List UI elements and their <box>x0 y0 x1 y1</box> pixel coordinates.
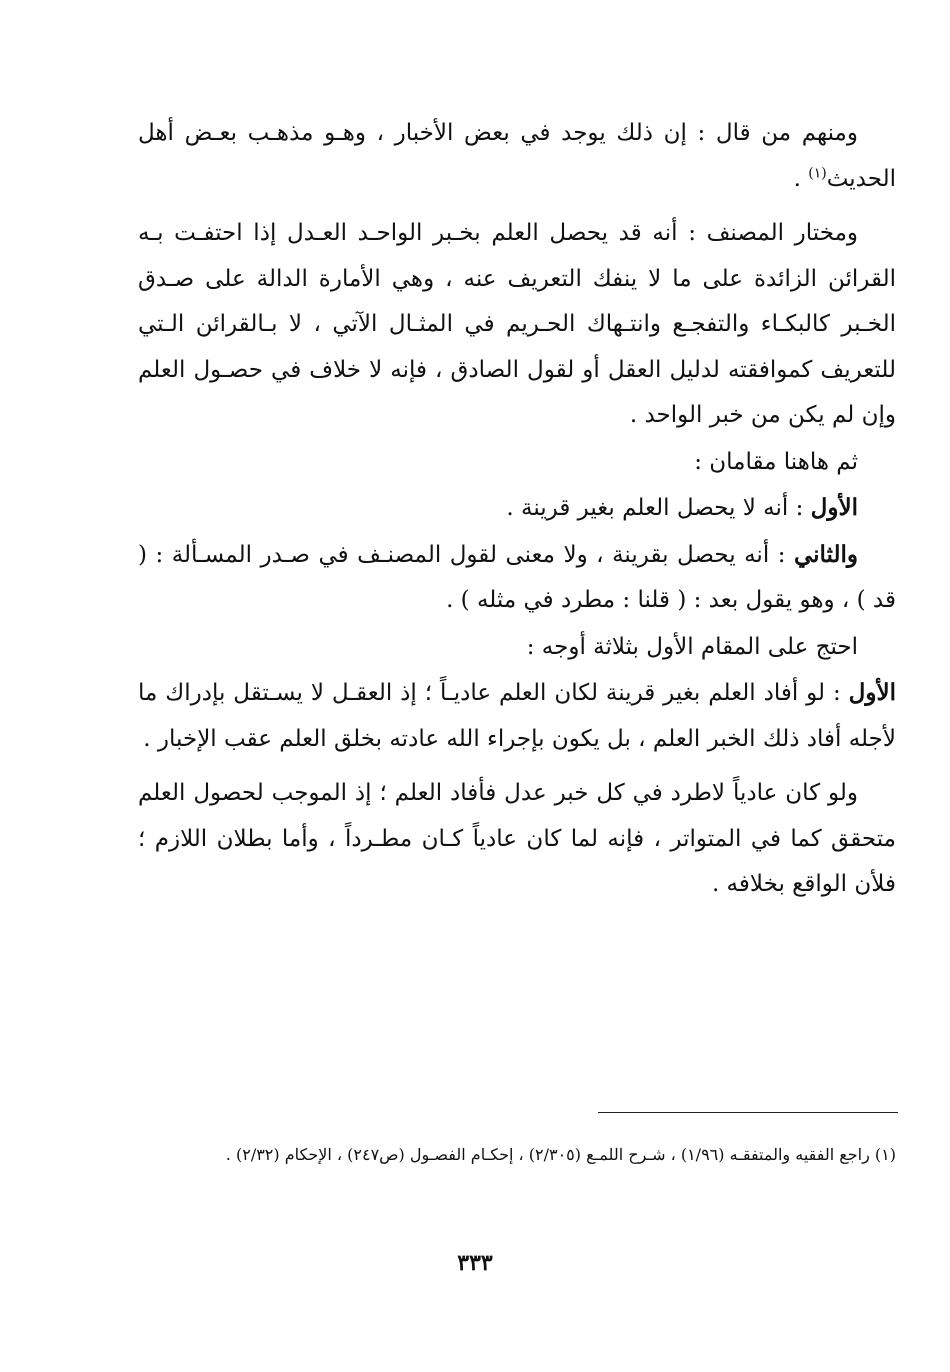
paragraph-5 <box>138 532 896 624</box>
paragraph-lead: الأول <box>848 679 896 706</box>
paragraph-text: : أنه لا يحصل العلم بغير قرينة . <box>506 495 811 521</box>
paragraph-text: ولو كان عادياً لاطرد في كل خبر عدل فأفاد العلم ؛ إذ الموجب لحصول العلم متحقق كما في المتواتر ، فإنه لما كان عادياً كـان مطـرداً ، وأما بطلان اللازم ؛ فلأن الواقع بخلافه . <box>138 780 896 897</box>
paragraph-4 <box>138 485 896 532</box>
paragraph-2 <box>138 210 896 439</box>
footnotes <box>138 1138 896 1172</box>
footnote-ref[interactable]: (١) <box>808 164 827 181</box>
paragraph-1 <box>138 110 896 202</box>
paragraph-3 <box>138 439 896 486</box>
paragraph-lead: الأول <box>810 494 858 521</box>
paragraph-tail: . <box>793 165 809 192</box>
paragraph-text: ثم هاهنا مقامان : <box>694 448 858 475</box>
paragraph-text: ومختار المصنف : أنه قد يحصل العلم بخـبر الواحـد العـدل إذا احتفـت بـه القرائن الزائدة على ما لا ينفك التعريف عنه ، وهي الأمارة الدالة على صـدق الخـبر كالبكـاء والتفجـع وانتـهاك الحـريم في المثـال الآتي ، لا بـالقرائن الـتي للتعريف كموافقته لدليل العقل أو لقول الصادق ، فإنه لا خلاف في حصـول العلم وإن لم يكن من خبر الواحد . <box>138 220 896 428</box>
main-text <box>138 110 896 908</box>
paragraph-lead: والثاني <box>793 540 858 568</box>
paragraph-7 <box>138 670 896 762</box>
paragraph-text: احتج على المقام الأول بثلاثة أوجه : <box>526 633 858 660</box>
paragraph-text: ومنهم من قال : إن ذلك يوجد في بعض الأخبار ، وهـو مذهـب بعـض أهل الحديث <box>138 120 896 192</box>
footnote-divider <box>598 1112 898 1113</box>
footnote-1: (١) راجع الفقيه والمتفقـه (١/٩٦) ، شـرح اللمـع (٢/٣٠٥) ، إحكـام الفصـول (ص٢٤٧) ، الإحكام (٢/٣٢) . <box>225 1145 896 1164</box>
paragraph-8 <box>138 770 896 908</box>
paragraph-text: : لو أفاد العلم بغير قرينة لكان العلم عاديـاً ؛ إذ العقـل لا يسـتقل بإدراك ما لأجله أفاد ذلك الخبر العلم ، بل يكون بإجراء الله عادته بخلق العلم عقب الإخبار . <box>138 680 896 752</box>
paragraph-text: : أنه يحصل بقرينة ، ولا معنى لقول المصنـف في صـدر المسـألة : ( قد ) ، وهو يقول بعد : ( قلنا : مطرد في مثله ) . <box>138 541 896 613</box>
paragraph-6 <box>138 624 896 671</box>
page-number: ٣٣٣ <box>457 1250 493 1276</box>
